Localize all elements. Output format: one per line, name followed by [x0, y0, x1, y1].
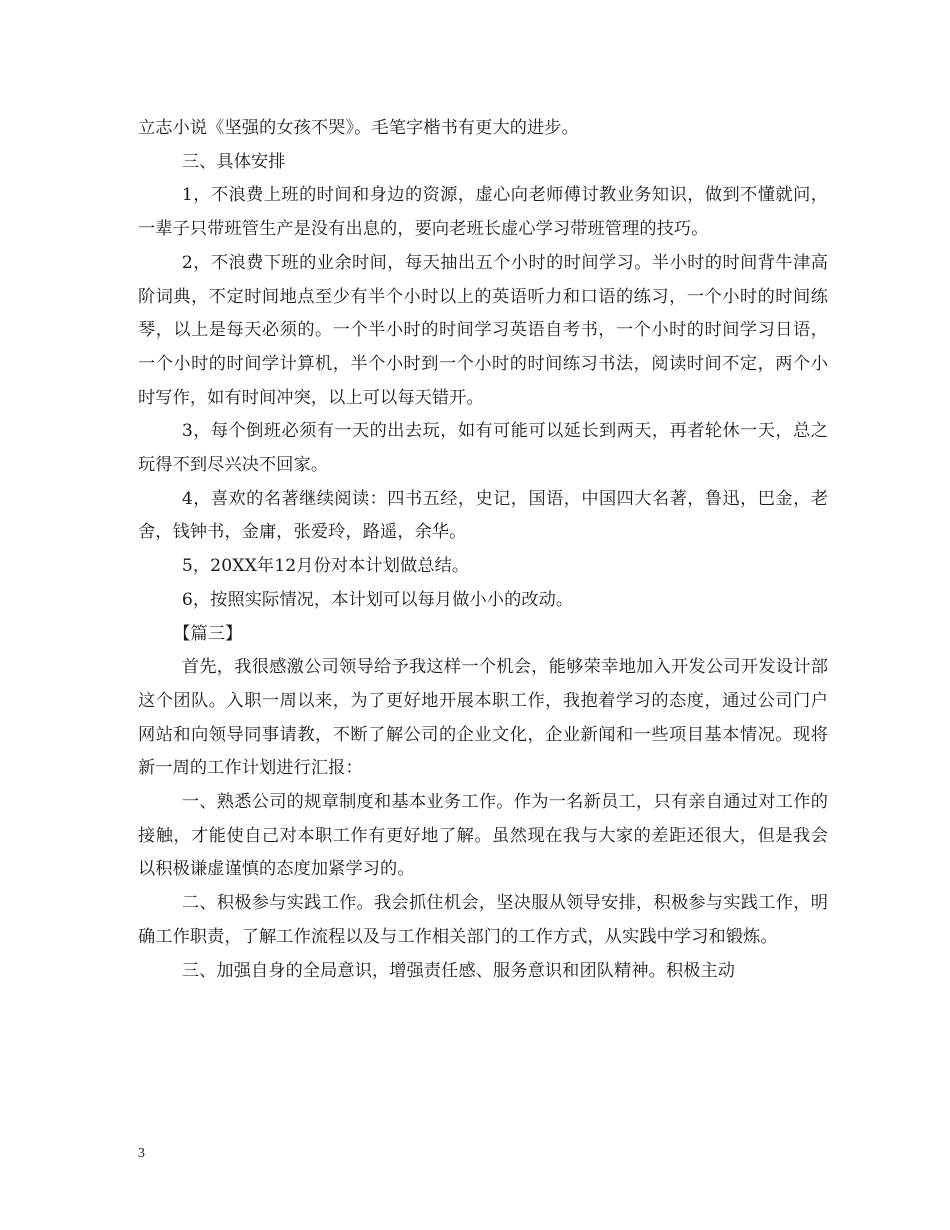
- paragraph-item-3: 3，每个倒班必须有一天的出去玩，如有可能可以延长到两天，再者轮休一天，总之玩得不到尽兴决不回家。: [138, 421, 828, 476]
- paragraph-item-1: 1，不浪费上班的时间和身边的资源，虚心向老师傅讨教业务知识，做到不懂就问，一辈子只带班管生产是没有出息的，要向老班长虚心学习带班管理的技巧。: [138, 185, 828, 240]
- paragraph-line: 立志小说《坚强的女孩不哭》。毛笔字楷书有更大的进步。: [138, 118, 579, 138]
- paragraph-point-1: 一、熟悉公司的规章制度和基本业务工作。作为一名新员工，只有亲自通过对工作的接触，才能使自己对本职工作有更好地了解。虽然现在我与大家的差距还很大，但是我会以积极谦虚谨慎的态度加紧学习的。: [138, 792, 828, 880]
- section-heading-arrangement: 三、具体安排: [181, 151, 286, 172]
- paragraph-item-4: 4，喜欢的名著继续阅读：四书五经，史记，国语，中国四大名著，鲁迅，巴金，老舍，钱钟书，金庸，张爱玲，路遥，余华。: [138, 488, 828, 543]
- section-heading-pian-three: 【篇三】: [173, 623, 243, 644]
- paragraph-item-6: 6，按照实际情况，本计划可以每月做小小的改动。: [181, 589, 574, 610]
- paragraph-item-5: 5，20XX年12月份对本计划做总结。: [181, 556, 470, 577]
- page-number: 3: [138, 1146, 145, 1161]
- paragraph-item-2: 2，不浪费下班的业余时间，每天抽出五个小时的时间学习。半小时的时间背牛津高阶词典，不定时间地点至少有半个小时以上的英语听力和口语的练习，一个小时的时间练琴，以上是每天必须的。一个半小时的时间学习英语自考书，一个小时的时间学习日语，一个小时的时间学计算机，半个小时到一个小时的时间练习书法，阅读时间不定，两个小时写作，如有时间冲突，以上可以每天错开。: [138, 252, 828, 408]
- paragraph-point-3: 三、加强自身的全局意识，增强责任感、服务意识和团队精神。积极主动: [181, 960, 736, 981]
- document-body: [138, 112, 828, 988]
- paragraph-intro: 首先，我很感激公司领导给予我这样一个机会，能够荣幸地加入开发公司开发设计部这个团队。入职一周以来，为了更好地开展本职工作，我抱着学习的态度，通过公司门户网站和向领导同事请教，不断了解公司的企业文化，企业新闻和一些项目基本情况。现将新一周的工作计划进行汇报：: [138, 657, 828, 779]
- paragraph-point-2: 二、积极参与实践工作。我会抓住机会，坚决服从领导安排，积极参与实践工作，明确工作职责，了解工作流程以及与工作相关部门的工作方式，从实践中学习和锻炼。: [138, 893, 828, 947]
